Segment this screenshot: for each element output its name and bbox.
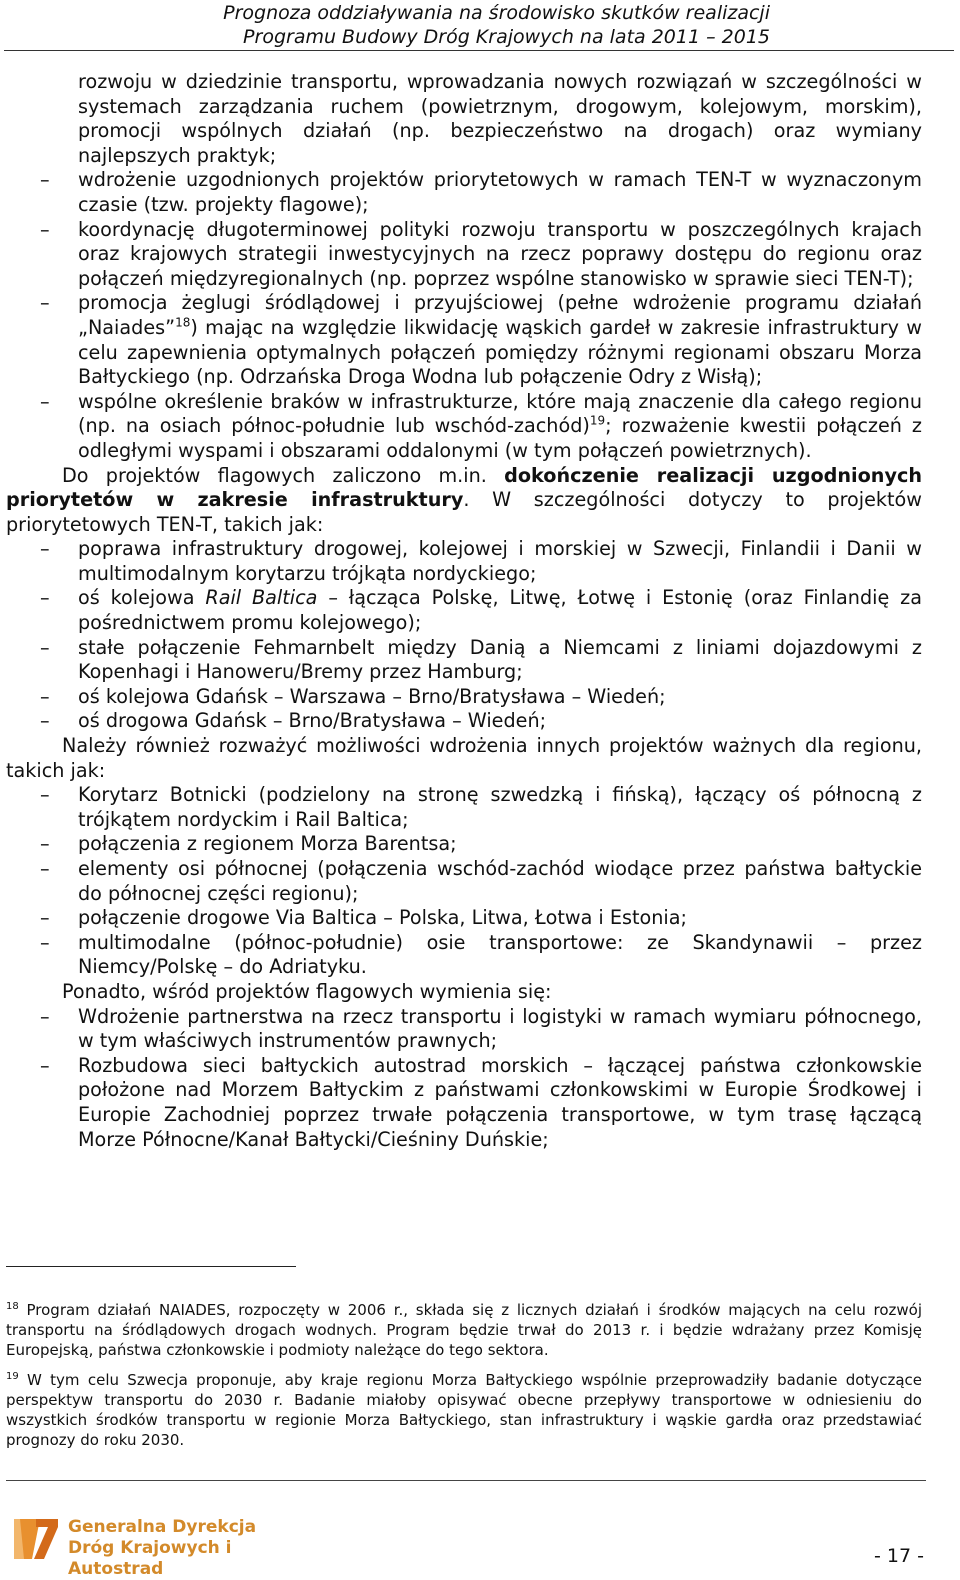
list-item-text: promocja żeglugi śródlądowej i przyujściowej (pełne wdrożenie programu działań „Naiades” xyxy=(78,291,922,339)
footnote-19 xyxy=(6,1370,922,1450)
main-text xyxy=(6,70,922,1152)
list-item-text: multimodalne (północ-południe) osie transportowe: ze Skandynawii – przez Niemcy/Polskę – do Adriatyku. xyxy=(78,930,922,979)
dash-bullet: – xyxy=(40,832,50,856)
dash-bullet: – xyxy=(40,389,50,413)
bold-phrase: dokończenie realizacji uzgodnionych priorytetów w zakresie infrastruktury xyxy=(6,463,922,512)
dash-bullet: – xyxy=(40,857,50,880)
footnotes xyxy=(6,1300,922,1460)
dash-bullet: – xyxy=(40,168,50,192)
italic-phrase: Rail Baltica xyxy=(205,586,318,610)
list-item-text: ; rozważenie kwestii połączeń z odległymi wyspami i obszarami oddalonymi (w tym połączeń powietrznych). xyxy=(78,414,922,462)
list-item xyxy=(6,291,922,389)
dash-bullet: – xyxy=(40,635,50,659)
gddkia-logo xyxy=(10,1515,310,1579)
footnote-ref-19[interactable]: 19 xyxy=(589,413,606,428)
dash-bullet: – xyxy=(40,783,50,807)
list-item xyxy=(6,857,922,906)
list-item xyxy=(6,1054,922,1152)
page-number: - 17 - xyxy=(874,1545,924,1567)
logo-line1: Generalna Dyrekcja xyxy=(68,1517,257,1537)
list-item xyxy=(6,390,922,464)
list-item-text: Korytarz Botnicki (podzielony na stronę szwedzką i fińską), łączący oś północną z trójkątem nordyckim i Rail Baltica; xyxy=(78,783,922,831)
footnote-divider xyxy=(6,1266,296,1267)
list-item xyxy=(6,685,922,710)
footnote-number: 19 xyxy=(6,1371,19,1382)
dash-bullet: – xyxy=(40,586,50,610)
dash-bullet: – xyxy=(40,291,50,315)
list-item-text: koordynację długoterminowej polityki rozwoju transportu w poszczególnych krajach oraz krajowych strategii inwestycyjnych na rzecz poprawy dostępu do regionu oraz połączeń międzyregionalnych (np. poprzez wspólne stanowisko w sprawie sieci TEN-T); xyxy=(78,217,922,290)
logo-text xyxy=(68,1517,310,1580)
header-divider xyxy=(4,50,954,51)
list-item xyxy=(6,636,922,685)
list-item xyxy=(6,783,922,832)
list-item xyxy=(6,168,922,217)
dash-bullet: – xyxy=(40,1053,50,1077)
list-item-text: oś kolejowa Gdańsk – Warszawa – Brno/Bratysława – Wiedeń; xyxy=(78,684,666,708)
page-header xyxy=(0,0,960,52)
list-item-text: Rozbudowa sieci bałtyckich autostrad morskich – łączącej państwa członkowskie położone nad Morzem Bałtyckim z państwami członkowskimi w Europie Środkowej i Europie Zachodniej poprzez trwałe połączenia transportowe, w tym trasę łączącą Morze Północne/Kanał Bałtycki/Cieśniny Duńskie; xyxy=(78,1053,922,1151)
list-item-text: poprawa infrastruktury drogowej, kolejowej i morskiej w Szwecji, Finlandii i Danii w multimodalnym korytarzu trójkąta nordyckiego; xyxy=(78,537,922,585)
dash-bullet: – xyxy=(40,930,50,954)
header-title-line1: Prognoza oddziaływania na środowisko skutków realizacji xyxy=(223,2,770,24)
paragraph-flagship: Do projektów flagowych zaliczono m.in. dokończenie realizacji uzgodnionych priorytetów w zakresie infrastruktury. W szczególności dotyczy to projektów priorytetowych TEN-T, takich jak: xyxy=(6,463,922,536)
gddkia-logo-icon xyxy=(10,1515,62,1563)
footnote-number: 18 xyxy=(6,1301,19,1312)
dash-bullet: – xyxy=(40,217,50,241)
paragraph-continuation: rozwoju w dziedzinie transportu, wprowadzania nowych rozwiązań w szczególności w systemach zarządzania ruchem (powietrznym, drogowym, kolejowym, morskim), promocji wspólnych działań (np. bezpieczeństwo na drogach) oraz wymiany najlepszych praktyk; xyxy=(78,70,922,167)
footnote-text: W tym celu Szwecja proponuje, aby kraje regionu Morza Bałtyckiego wspólnie przeprowadziły badanie dotyczące perspektyw transportu do 2030 r. Badanie miałoby opisywać obecne przepływy transportowe w odniesieniu do wszystkich środków transportu w regionie Morza Bałtyckiego, stan infrastruktury i wąskie gardła oraz przedstawiać prognozy do roku 2030. xyxy=(6,1371,922,1449)
dash-bullet: – xyxy=(40,709,50,733)
list-item xyxy=(6,218,922,292)
logo-line2: Dróg Krajowych i Autostrad xyxy=(68,1538,232,1579)
list-item-text: połączenie drogowe Via Baltica – Polska, Litwa, Łotwa i Estonia; xyxy=(78,906,687,930)
dash-bullet: – xyxy=(40,1004,50,1028)
list-item-text: połączenia z regionem Morza Barentsa; xyxy=(78,832,457,856)
footer-divider xyxy=(6,1480,926,1481)
list-item xyxy=(6,1005,922,1054)
list-item xyxy=(6,537,922,586)
paragraph-other-projects: Należy również rozważyć możliwości wdrożenia innych projektów ważnych dla regionu, takich jak: xyxy=(6,734,922,782)
list-item xyxy=(6,906,922,931)
list-item: – oś kolejowa Rail Baltica – łącząca Polskę, Litwę, Łotwę i Estonię (oraz Finlandię za pośrednictwem promu kolejowego); xyxy=(40,586,922,635)
list-item-text: Wdrożenie partnerstwa na rzecz transportu i logistyki w ramach wymiaru północnego, w tym właściwych instrumentów prawnych; xyxy=(78,1004,922,1053)
dash-bullet: – xyxy=(40,684,50,708)
footnote-ref-18[interactable]: 18 xyxy=(175,315,191,330)
list-item-text: wspólne określenie braków w infrastrukturze, które mają znaczenie dla całego regionu (np. na osiach północ-południe lub wschód-zachód) xyxy=(78,389,922,438)
list-item xyxy=(6,931,922,980)
dash-bullet: – xyxy=(40,906,50,930)
list-item-text: wdrożenie uzgodnionych projektów priorytetowych w ramach TEN-T w wyznaczonym czasie (tzw. projekty flagowe); xyxy=(78,168,922,216)
dash-bullet: – xyxy=(40,537,50,561)
header-title-line2: Programu Budowy Dróg Krajowych na lata 2011 – 2015 xyxy=(243,26,770,48)
list-item-text: elementy osi północnej (połączenia wschód-zachód wiodące przez państwa bałtyckie do północnej części regionu); xyxy=(78,857,922,905)
list-item xyxy=(6,709,922,734)
list-item-text: oś drogowa Gdańsk – Brno/Bratysława – Wiedeń; xyxy=(78,709,547,733)
list-item-text: ) mając na względzie likwidację wąskich gardeł w zakresie infrastruktury w celu zapewnienia optymalnych połączeń pomiędzy różnymi regionami obszaru Morza Bałtyckiego (np. Odrzańska Droga Wodna lub połączenie Odry z Wisłą); xyxy=(78,315,922,389)
list-item xyxy=(6,832,922,857)
paragraph-moreover: Ponadto, wśród projektów flagowych wymienia się: xyxy=(62,979,552,1003)
footnote-text: Program działań NAIADES, rozpoczęty w 2006 r., składa się z licznych działań i środków mających na celu rozwój transportu na śródlądowych drogach wodnych. Program będzie trwał do 2013 r. i będzie wdrażany przez Komisję Europejską, państwa członkowskie i podmioty należące do tego sektora. xyxy=(6,1301,922,1359)
list-item-text: stałe połączenie Fehmarnbelt między Danią a Niemcami z liniami dojazdowymi z Kopenhagi i Hanoweru/Bremy przez Hamburg; xyxy=(78,635,922,684)
footnote-18 xyxy=(6,1300,922,1360)
